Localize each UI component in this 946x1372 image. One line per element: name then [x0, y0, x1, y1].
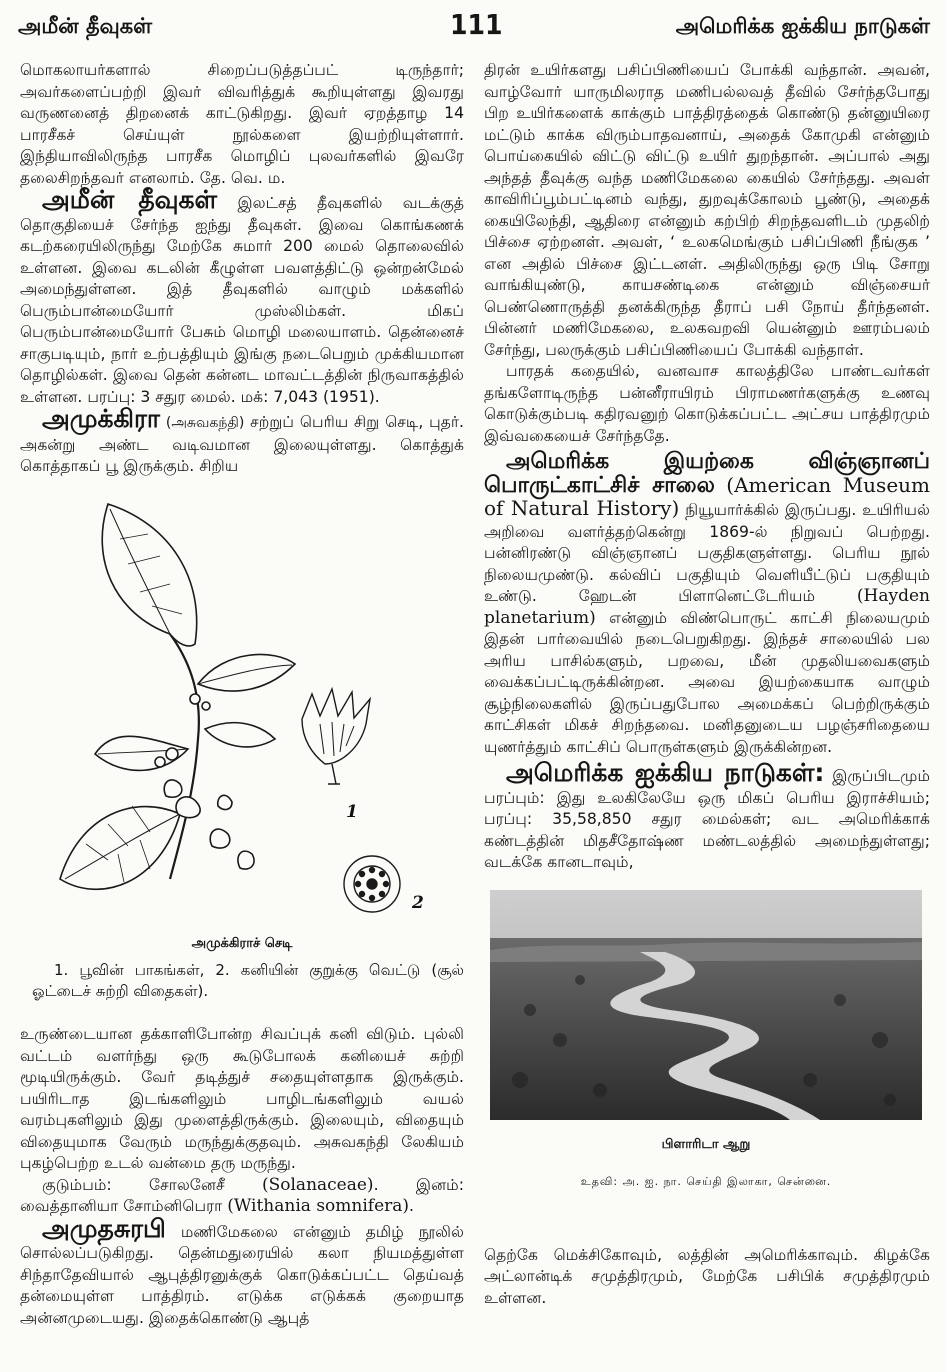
plant-illustration: [20, 484, 464, 929]
family-genus-line: [20, 1175, 464, 1218]
museum-english-name: (American Museum of Natural History): [484, 472, 931, 520]
entry-body-museum: நியூயார்க்கில் இருப்பது. உயிரியல் அறிவை வளர்த்தற்கென்று 1869-ல் நிறுவப் பெற்றது. பன்னிரண்டு விஞ்ஞானப் பகுதிகளுள்ளது. பெரிய நூல் நிலையமுண்டு. கல்விப் பகுதியும் வெளியீட்டுப் பகுதியும் உண்டு. ஹேடன் பிளானெட்டேரியம்: [484, 501, 930, 605]
left-column: [20, 60, 464, 1329]
running-head-left: அமீன் தீவுகள்: [18, 14, 153, 38]
continued-paragraph: மொகலாயர்களால் சிறைப்படுத்தப்பட் டிருந்தார்; அவர்களைப்பற்றி இவர் விவரித்துக் கூறியுள்ளது இவரது வருணனைத் திறனைக் காட்டுகிறது. இவர் ஏறத்தாழ 14 பாரசீகச் செய்யுள் நூல்களை இயற்றியுள்ளார். இந்தியாவிலிருந்த பாரசீக மொழிப் புலவர்களில் இவரே தலைசிறந்தவர் எனலாம். தே. வெ. ம.: [20, 61, 464, 187]
usa-continued: தெற்கே மெக்சிகோவும், லத்தின் அமெரிக்காவும். கிழக்கே அட்லான்டிக் சமுத்திரமும், மேற்கே பசிபிக் சமுத்திரமும் உள்ளன.: [484, 1245, 930, 1307]
figure-caption: அமுக்கிராச் செடி: [191, 935, 293, 951]
entry-title-ameen: அமீன் தீவுகள்: [42, 185, 218, 214]
entry-usa: [484, 758, 930, 874]
entry-title-amukkira: அமுக்கிரா: [42, 404, 160, 433]
entry-title-usa: அமெரிக்க ஐக்கிய நாடுகள்:: [506, 758, 825, 787]
running-head-right: அமெரிக்க ஐக்கிய நாடுகள்: [675, 14, 930, 38]
page-header: [0, 0, 946, 60]
entry-ameen-islands: [20, 185, 465, 408]
entry-body-museum-2: என்னும் விண்பொருட் காட்சி நிலையமும் இதன் பார்வையில் நடைபெறுகிறது. இந்தச் சாலையில் பல அரிய பாசில்களும், பறவை, மீன் முதலியவைகளும் வைக்கப்பட்டிருக்கின்றன. அவை இயற்கையாக வாழும் சூழ்நிலைகளில் இருப்பதுபோல அமைக்கப் பெற்றிருக்கும் காட்சிகள் மிகச் சிறந்தவை. மனிதனுடைய பழஞ்சரிதையை யுணர்த்தும் காட்சிப் பொருள்களும் இருக்கின்றன.: [484, 608, 930, 756]
florida-river-photo-block: [490, 890, 922, 1193]
figure-label-2: 2: [412, 892, 424, 913]
entry-title-museum: அமெரிக்க இயற்கை விஞ்ஞானப் பொருட்காட்சிச் சாலை: [484, 449, 930, 498]
family-label: குடும்பம்: சோலனேசீ: [42, 1175, 262, 1194]
bharata-paragraph: பாரதக் கதையில், வனவாச காலத்திலே பாண்டவர்கள் தங்களோடிருந்த பன்னீராயிரம் பிராமணர்களுக்கு உணவு கொடுக்கும்படி கதிரவனுற் கொடுக்கப்பட்ட அட்சய பாத்திரமும் இவ்வகையைச் சேர்ந்ததே.: [484, 362, 930, 445]
right-column: [484, 60, 930, 1309]
entry-body-amudhasurabi: மணிமேகலை என்னும் தமிழ் நூலில் சொல்லப்படுகிறது. தென்மதுரையில் கலா நியமத்துள்ள சிந்தாதேவியால் ஆபுத்திரனுக்குக் கொடுக்கப்பட்ட தெய்வத் தன்மையுள்ள பாத்திரம். எடுக்க எடுக்கக் குறையாத அன்னமுடையது. இதைக்கொண்டு ஆபுத்: [20, 1222, 464, 1327]
entry-body-ameen: இலட்சத் தீவுகளில் வடக்குத் தொகுதியைச் சேர்ந்த ஐந்து தீவுகள். இவை கொங்கணக் கடற்கரையிலிருந்து மேற்கே சுமார் 200 மைல் தொலைவில் உள்ளன. இவை கடலின் கீழுள்ள பவளத்திட்டு ஒன்றன்மேல் அமைந்துள்ளன. இத் தீவுகளில் வாழும் மக்களில் பெரும்பான்மையோர் முஸ்லிம்கள். மிகப் பெரும்பான்மையோர் பேசும் மொழி மலையாளம். தென்னைச் சாகுபடியும், நார் உற்பத்தியும் இங்கு நடைபெறும் முக்கியமான தொழில்கள். இவை தென் கன்னட மாவட்டத்தின் நிருவாகத்தில் உள்ளன. பரப்பு: 3 சதுர மைல். மக்: 7,043 (1951).: [20, 194, 465, 406]
figure-legend: 1. பூவின் பாகங்கள், 2. கனியின் குறுக்கு வெட்டு (சூல் ஓட்டைச் சுற்றி விதைகள்).: [32, 961, 464, 1000]
genus-latin: (Withania somnifera): [227, 1196, 410, 1216]
entry-body-usa: இருப்பிடமும் பரப்பும்: இது உலகிலேயே ஒரு மிகப் பெரிய இராச்சியம்; பரப்பு: 35,58,850 சதுர மைல்கள்; வட அமெரிக்காக் கண்டத்தின் மிதசீதோஷ்ண மண்டலத்தில் அமைந்துள்ளது; வடக்கே கானடாவும்,: [484, 767, 930, 871]
entry-amukkira: [20, 404, 464, 478]
planetarium-english-name: (Hayden planetarium): [484, 586, 930, 628]
entry-american-museum: [484, 451, 930, 758]
amudhasurabi-continued: திரன் உயிர்களது பசிப்பிணியைப் போக்கி வந்தான். அவன், வாழ்வோர் யாருமிலராத மணிபல்லவத் தீவில் சேர்ந்தபோது பிற உயிர்களைக் காக்கும் பாத்திரத்தைக் கொண்டு தன்னுயிரை மட்டும் காக்க விரும்பாதவனாய், அதைக் கோமுகி என்னும் பொய்கையில் விட்டு விட்டு உயிர் துறந்தான். அப்பால் அது அந்தத் தீவுக்கு வந்த மணிமேகலை கையில் சேர்ந்தது. அவள் காவிரிப்பூம்பட்டினம் வந்து, துறவுக்கோலம் பூண்டு, அதைக் கையிலேந்தி, ஆதிரை என்னும் கற்பிற் சிறந்தவளிடம் முதலிற் பிச்சை ஏற்றனள். அவள், ‘ உலகமெங்கும் பசிப்பிணி நீங்குக ’ என அதில் பிச்சை இட்டனள். அதிலிருந்து ஒரு பிடி சோறு வாங்கியுண்டு, காயசண்டிகை என்னும் விஞ்சையர் பெண்ணொருத்தி தனக்கிருந்த தீராப் பசி நோய் தீர்ந்தனள். பின்னர் மணிமேகலை, உலகவறவி யென்னும் ஊரம்பலம் சேர்ந்து, பலருக்கும் பசிப்பிணியைப் போக்கி வந்தாள்.: [484, 61, 930, 359]
entry-amudhasurabi: [20, 1213, 464, 1330]
plant-drawing: [20, 484, 464, 929]
genus-end: .: [409, 1197, 414, 1215]
photo-credit: உதவி: அ. ஐ. நா. செய்தி இலாகா, சென்னை.: [580, 1175, 832, 1188]
family-latin: (Solanaceae): [261, 1174, 374, 1195]
page-number: 111: [450, 8, 503, 41]
florida-river-photo: [490, 890, 922, 1120]
entry-body-amukkira: சற்றுப் பெரிய சிறு செடி, புதர். அகன்று அண்ட வடிவமான இலையுள்ளது. கொத்துக் கொத்தாகப் பூ இருக்கும். சிறிய: [20, 413, 464, 475]
photo-caption: பிளாரிடா ஆறு: [661, 1136, 751, 1152]
entry-subtitle-amukkira: (அசுவகந்தி): [165, 415, 245, 431]
genus-label: . இனம்: வைத்தானியா சோம்னிபெரா: [20, 1175, 464, 1215]
figure-label-1: 1: [346, 801, 358, 822]
entry-title-amudhasurabi: அமுதசுரபி: [42, 1213, 166, 1243]
amukkira-continued: உருண்டையான தக்காளிபோன்ற சிவப்புக் கனி விடும். புல்லி வட்டம் வளர்ந்து ஒரு கூடுபோலக் கனியைச் சுற்றி மூடியிருக்கும். வேர் தடித்துச் சதையுள்ளதாக இருக்கும். பயிரிடாத இடங்களிலும் பாழிடங்களிலும் வயல் வரம்புகளிலும் இது முளைத்திருக்கும். இலையும், விதையும் விதையுமாக வேரும் மருந்துக்குதவும். அசுவகந்தி லேகியம் புகழ்பெற்ற உடல் வன்மை தரு மருந்து.: [20, 1025, 464, 1172]
